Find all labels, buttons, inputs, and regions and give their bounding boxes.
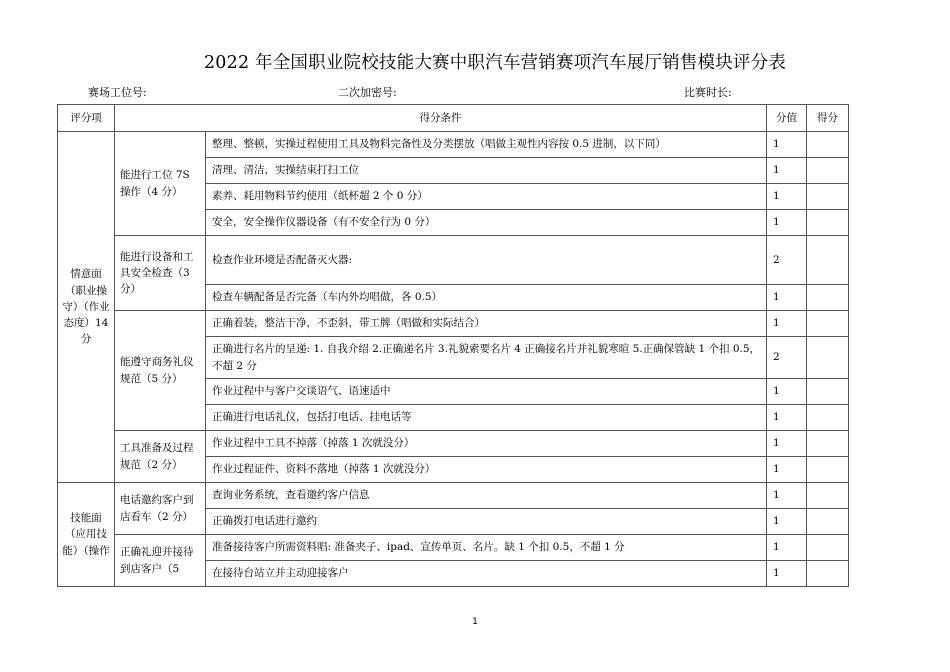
points-cell: 1 <box>767 184 807 210</box>
table-row <box>58 236 849 285</box>
group-etiquette: 能遵守商务礼仪规范（5 分） <box>115 311 206 431</box>
points-cell: 2 <box>767 236 807 285</box>
points-cell: 1 <box>767 285 807 311</box>
score-cell[interactable] <box>807 405 849 431</box>
table-row <box>58 431 849 457</box>
encryption-code-label: 二次加密号: <box>338 86 397 99</box>
condition-cell: 在接待台站立并主动迎接客户 <box>206 561 767 587</box>
score-cell[interactable] <box>807 236 849 285</box>
document-title: 2022 年全国职业院校技能大赛中职汽车营销赛项汽车展厅销售模块评分表 <box>203 53 787 73</box>
score-cell[interactable] <box>807 337 849 379</box>
condition-cell: 检查作业环境是否配备灭火器: <box>206 236 767 285</box>
score-cell[interactable] <box>807 210 849 236</box>
header-score: 得分 <box>807 105 849 132</box>
condition-cell: 检查车辆配备是否完备（车内外均唱做，各 0.5） <box>206 285 767 311</box>
score-cell[interactable] <box>807 483 849 509</box>
points-cell: 1 <box>767 379 807 405</box>
points-cell: 1 <box>767 561 807 587</box>
table-row <box>58 132 849 158</box>
condition-cell: 正确进行电话礼仪，包括打电话、挂电话等 <box>206 405 767 431</box>
points-cell: 1 <box>767 535 807 561</box>
score-cell[interactable] <box>807 561 849 587</box>
table-row <box>58 483 849 509</box>
condition-cell: 作业过程中工具不掉落（掉落 1 次就没分） <box>206 431 767 457</box>
table-row <box>58 311 849 337</box>
group-reception: 正确礼迎并接待到店客户（5 <box>115 535 206 587</box>
condition-cell: 整理、整顿，实操过程使用工具及物料完备性及分类摆放（唱做主观性内容按 0.5 进制，以下同） <box>206 132 767 158</box>
score-cell[interactable] <box>807 509 849 535</box>
score-cell[interactable] <box>807 311 849 337</box>
station-number-label: 赛场工位号: <box>88 86 147 99</box>
points-cell: 1 <box>767 158 807 184</box>
table-row <box>58 535 849 561</box>
condition-cell: 查询业务系统，查看邀约客户信息 <box>206 483 767 509</box>
points-cell: 1 <box>767 132 807 158</box>
condition-cell: 清理、清洁，实操结束打扫工位 <box>206 158 767 184</box>
page-number: 1 <box>472 617 478 627</box>
group-7s: 能进行工位 7S 操作（4 分） <box>115 132 206 236</box>
section-skills: 技能面（应用技能）（操作 <box>58 483 115 587</box>
score-cell[interactable] <box>807 158 849 184</box>
condition-cell: 正确进行名片的呈递: 1. 自我介绍 2.正确递名片 3.礼貌索要名片 4 正确接名片并礼貌寒暄 5.正确保管缺 1 个扣 0.5，不超 2 分 <box>206 337 767 379</box>
condition-cell: 素养、耗用物料节约使用（纸杯超 2 个 0 分） <box>206 184 767 210</box>
score-cell[interactable] <box>807 184 849 210</box>
score-cell[interactable] <box>807 535 849 561</box>
points-cell: 2 <box>767 337 807 379</box>
points-cell: 1 <box>767 457 807 483</box>
condition-cell: 正确着装，整洁干净，不歪斜，带工牌（唱做和实际结合） <box>206 311 767 337</box>
score-table <box>57 104 849 587</box>
section-attitude: 情意面（职业操守）（作业态度）14 分 <box>58 132 115 483</box>
header-item: 评分项 <box>58 105 115 132</box>
score-cell[interactable] <box>807 132 849 158</box>
group-tool-process: 工具准备及过程规范（2 分） <box>115 431 206 483</box>
score-cell[interactable] <box>807 457 849 483</box>
points-cell: 1 <box>767 210 807 236</box>
condition-cell: 准备接待客户所需资料唱: 准备夹子、ipad、宣传单页、名片。缺 1 个扣 0.5，不超 1 分 <box>206 535 767 561</box>
header-condition: 得分条件 <box>115 105 767 132</box>
table-header-row <box>58 105 849 132</box>
condition-cell: 安全，安全操作仪器设备（有不安全行为 0 分） <box>206 210 767 236</box>
header-points: 分值 <box>767 105 807 132</box>
points-cell: 1 <box>767 311 807 337</box>
score-cell[interactable] <box>807 379 849 405</box>
condition-cell: 作业过程证件、资料不落地（掉落 1 次就没分） <box>206 457 767 483</box>
score-cell[interactable] <box>807 285 849 311</box>
duration-label: 比赛时长: <box>684 86 732 99</box>
points-cell: 1 <box>767 405 807 431</box>
points-cell: 1 <box>767 431 807 457</box>
group-phone-invite: 电话邀约客户到店看车（2 分） <box>115 483 206 535</box>
group-safety-check: 能进行设备和工具安全检查（3 分） <box>115 236 206 311</box>
points-cell: 1 <box>767 483 807 509</box>
condition-cell: 正确拨打电话进行邀约 <box>206 509 767 535</box>
points-cell: 1 <box>767 509 807 535</box>
score-cell[interactable] <box>807 431 849 457</box>
condition-cell: 作业过程中与客户交谈语气、语速适中 <box>206 379 767 405</box>
